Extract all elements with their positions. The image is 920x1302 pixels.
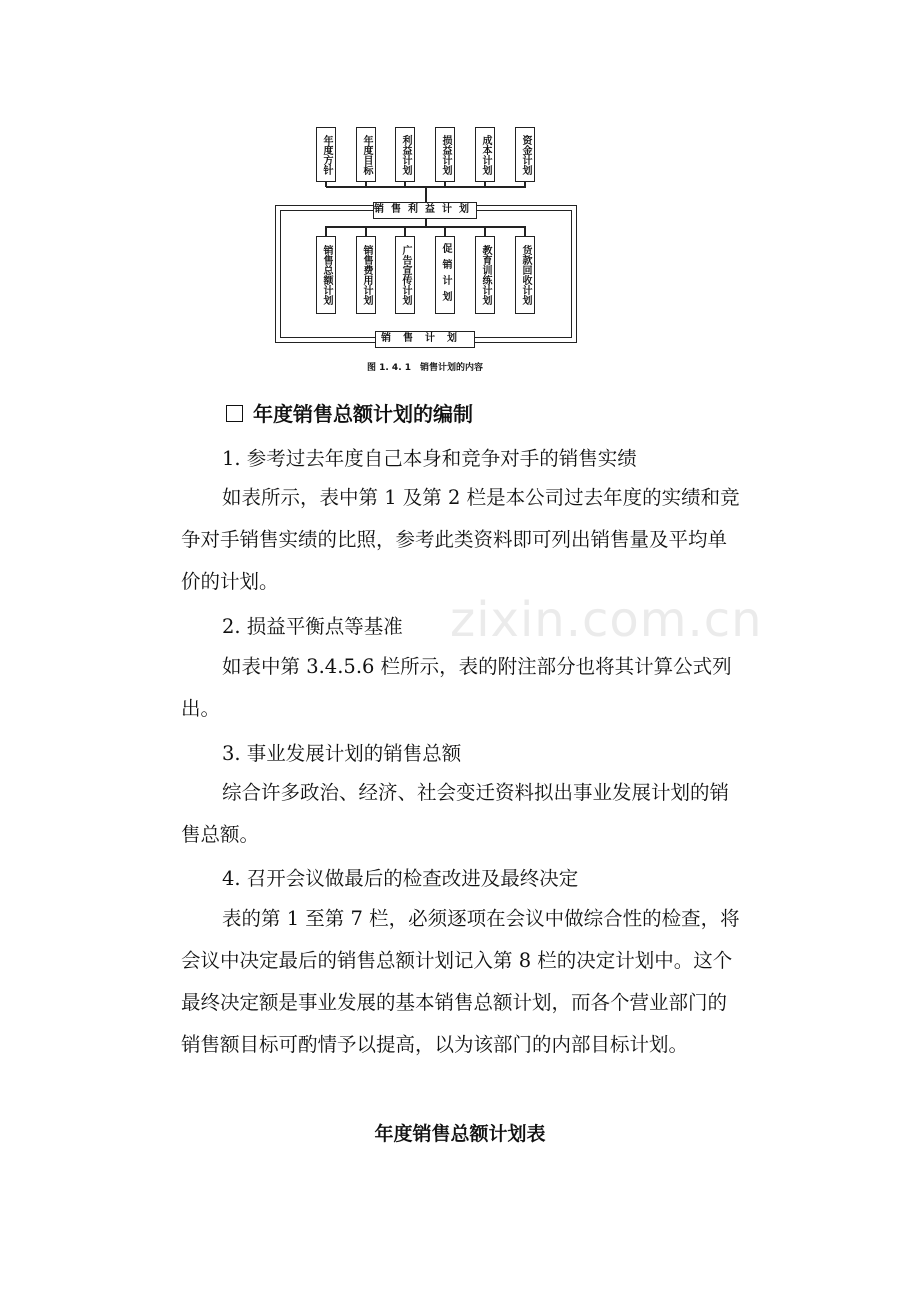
sales-plan-box: 销售计划 bbox=[375, 331, 475, 348]
sales-plan-diagram bbox=[270, 122, 580, 380]
table-title: 年度销售总额计划表 bbox=[374, 1123, 546, 1145]
item-4-heading: 4. 召开会议做最后的检查改进及最终决定 bbox=[222, 867, 579, 890]
bottom-box-6: 货款回收计划 bbox=[515, 236, 535, 314]
item-4-body: 表的第 1 至第 7 栏，必须逐项在会议中做综合性的检查，将会议中决定最后的销售总额计划记入第 8 栏的决定计划中。这个最终决定额是事业发展的基本销售总额计划，而各个营业部门的销售额目标可酌情予以提高，以为该部门的内部目标计划。 bbox=[181, 907, 740, 1056]
item-1-heading: 1. 参考过去年度自己本身和竞争对手的销售实绩 bbox=[222, 447, 637, 470]
bottom-box-3: 广告宣传计划 bbox=[395, 236, 415, 314]
bottom-box-1: 销售总额计划 bbox=[316, 236, 336, 314]
top-box-4: 损益计划 bbox=[435, 127, 455, 182]
checkbox-icon bbox=[226, 405, 243, 422]
item-3-heading: 3. 事业发展计划的销售总额 bbox=[222, 742, 462, 765]
top-box-5: 成本计划 bbox=[475, 127, 495, 182]
sales-profit-plan-box: 销售利益计划 bbox=[373, 202, 477, 219]
watermark: zixin.com.cn bbox=[450, 592, 763, 648]
bottom-box-4: 促销计划 bbox=[435, 236, 455, 314]
figure-caption: 图 1. 4. 1 销售计划的内容 bbox=[366, 363, 484, 373]
item-2-body: 如表中第 3.4.5.6 栏所示，表的附注部分也将其计算公式列出。 bbox=[181, 655, 732, 720]
item-2-heading: 2. 损益平衡点等基准 bbox=[222, 615, 403, 638]
top-box-2: 年度目标 bbox=[356, 127, 376, 182]
middle-connector bbox=[326, 226, 526, 228]
top-box-3: 利益计划 bbox=[395, 127, 415, 182]
section-heading bbox=[226, 398, 473, 427]
bottom-box-5: 教育训练计划 bbox=[475, 236, 495, 314]
section-title: 年度销售总额计划的编制 bbox=[253, 402, 473, 426]
top-box-1: 年度方针 bbox=[316, 127, 336, 182]
bottom-box-2: 销售费用计划 bbox=[356, 236, 376, 314]
item-1-body: 如表所示，表中第 1 及第 2 栏是本公司过去年度的实绩和竞争对手销售实绩的比照，参考此类资料即可列出销售量及平均单价的计划。 bbox=[181, 486, 740, 593]
item-3-body: 综合许多政治、经济、社会变迁资料拟出事业发展计划的销售总额。 bbox=[181, 781, 730, 846]
top-box-6: 资金计划 bbox=[515, 127, 535, 182]
